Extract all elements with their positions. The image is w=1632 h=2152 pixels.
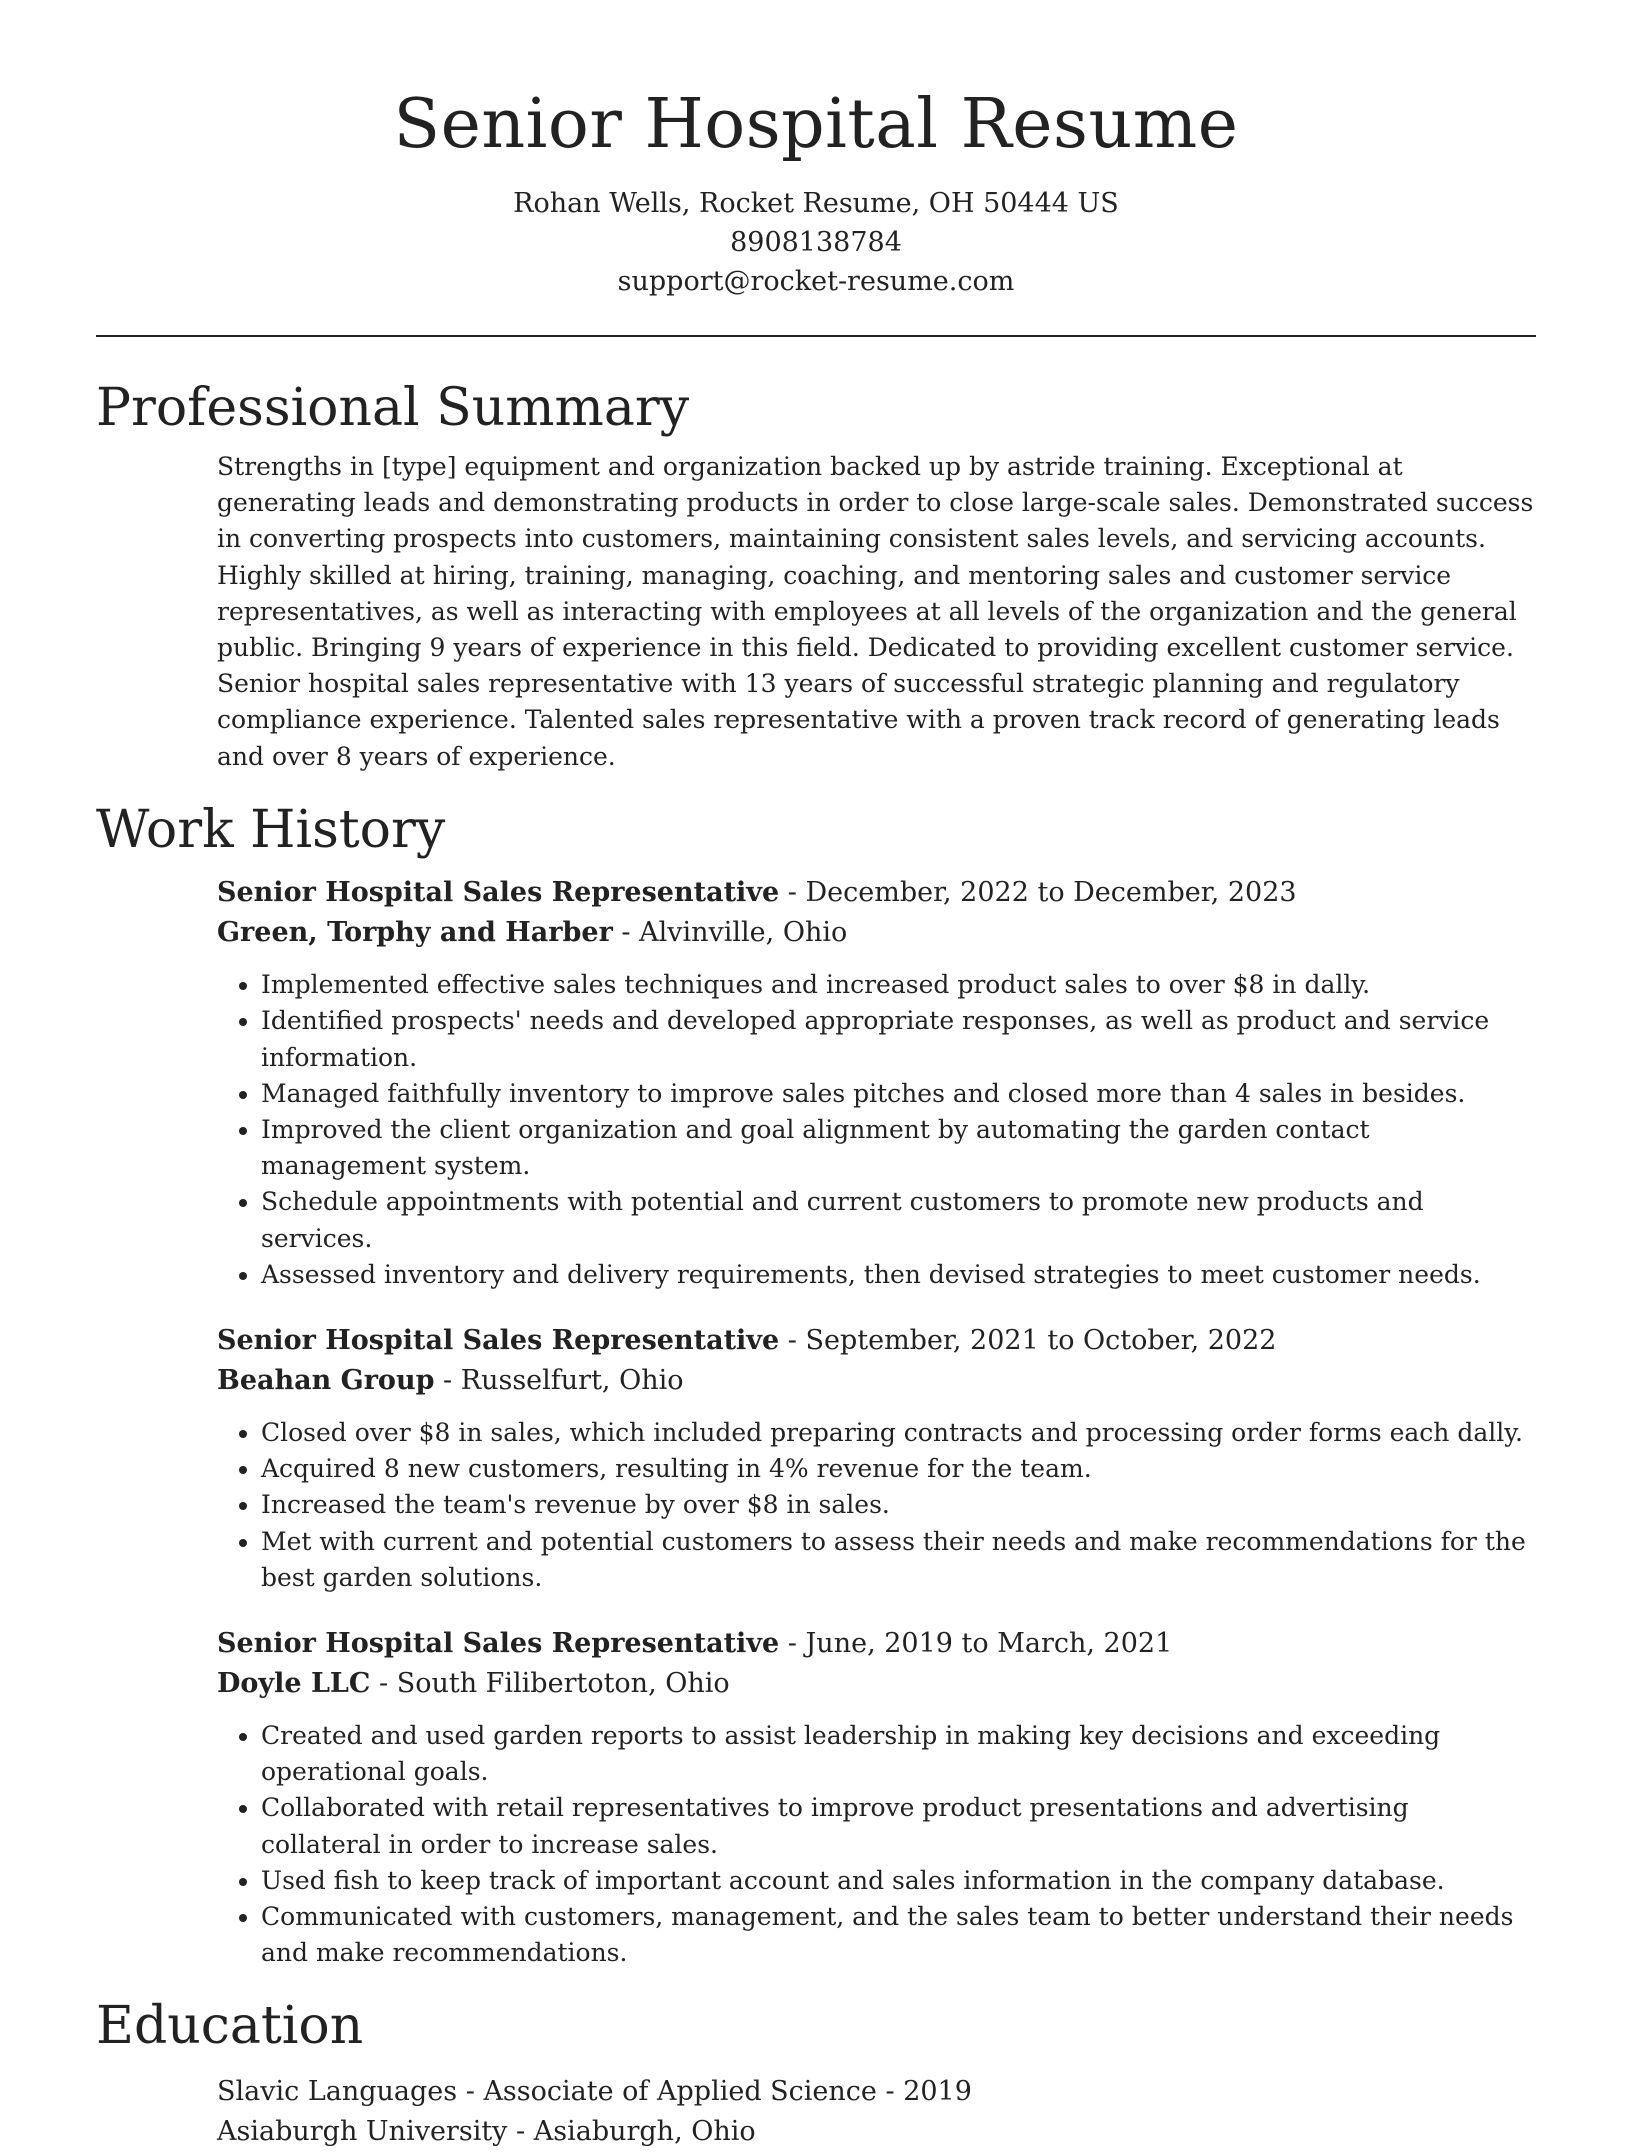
resume-header: [96, 0, 1536, 301]
contact-address: Rohan Wells, Rocket Resume, OH 50444 US: [513, 187, 1119, 219]
list-item: • Created and used garden reports to assist leadership in making key decisions and exceeding operational goals.: [261, 1718, 1536, 1790]
list-item: • Acquired 8 new customers, resulting in 4% revenue for the team.: [261, 1451, 1536, 1487]
education-location: Asiaburgh, Ohio: [533, 2115, 756, 2147]
contact-block: [96, 184, 1536, 301]
job-location: South Filibertoton, Ohio: [396, 1668, 730, 1700]
list-item: • Assessed inventory and delivery requirements, then devised strategies to meet customer needs.: [261, 1257, 1536, 1293]
job-entry: [217, 873, 1536, 1293]
job-company-line: Doyle LLC - South Filibertoton, Ohio: [217, 1668, 730, 1700]
job-title-line: Senior Hospital Sales Representative - December, 2022 to December, 2023: [217, 877, 1297, 909]
job-title: Senior Hospital Sales Representative: [217, 1628, 780, 1660]
list-item: • Used fish to keep track of important account and sales information in the company database.: [261, 1863, 1536, 1899]
job-title: Senior Hospital Sales Representative: [217, 1325, 780, 1357]
education-school: Asiaburgh University: [217, 2115, 508, 2147]
list-item: • Identified prospects' needs and developed appropriate responses, as well as product and service information.: [261, 1003, 1536, 1075]
job-dates: June, 2019 to March, 2021: [805, 1628, 1173, 1660]
job-entry: [217, 1321, 1536, 1596]
job-bullets: [217, 1718, 1536, 1971]
job-company-line: Green, Torphy and Harber - Alvinville, Ohio: [217, 917, 848, 949]
list-item: • Collaborated with retail representatives to improve product presentations and advertising collateral in order to increase sales.: [261, 1790, 1536, 1862]
job-entry: [217, 1624, 1536, 1971]
list-item: • Closed over $8 in sales, which included preparing contracts and processing order forms each dally.: [261, 1415, 1536, 1451]
job-dates: December, 2022 to December, 2023: [805, 877, 1297, 909]
contact-phone: 8908138784: [730, 226, 902, 258]
job-title: Senior Hospital Sales Representative: [217, 877, 780, 909]
job-title-line: Senior Hospital Sales Representative - June, 2019 to March, 2021: [217, 1628, 1173, 1660]
list-item: • Implemented effective sales techniques and increased product sales to over $8 in dally.: [261, 967, 1536, 1003]
list-item: • Communicated with customers, management, and the sales team to better understand their needs and make recommendations.: [261, 1899, 1536, 1971]
work-history-section: [96, 799, 1536, 1972]
professional-summary-section: [96, 377, 1536, 775]
job-location: Alvinville, Ohio: [639, 917, 848, 949]
education-year: 2019: [903, 2075, 972, 2107]
job-dates: September, 2021 to October, 2022: [805, 1325, 1277, 1357]
contact-email: support@rocket-resume.com: [617, 265, 1015, 297]
education-degree: Associate of Applied Science: [483, 2075, 877, 2107]
education-heading: Education: [96, 1996, 364, 2057]
education-field: Slavic Languages: [217, 2075, 458, 2107]
education-section: [96, 1995, 1536, 2151]
job-company: Beahan Group: [217, 1365, 435, 1397]
job-company: Doyle LLC: [217, 1668, 371, 1700]
resume-title: Senior Hospital Resume: [393, 85, 1239, 164]
work-history-heading: Work History: [96, 799, 446, 860]
list-item: • Improved the client organization and goal alignment by automating the garden contact management system.: [261, 1112, 1536, 1184]
job-company-line: Beahan Group - Russelfurt, Ohio: [217, 1365, 684, 1397]
job-bullets: [217, 1415, 1536, 1596]
list-item: • Increased the team's revenue by over $8 in sales.: [261, 1487, 1536, 1523]
education-school-line: Asiaburgh University - Asiaburgh, Ohio: [217, 2115, 756, 2147]
job-bullets: [217, 967, 1536, 1293]
list-item: • Managed faithfully inventory to improve sales pitches and closed more than 4 sales in besides.: [261, 1076, 1536, 1112]
header-divider: [96, 335, 1536, 337]
list-item: • Schedule appointments with potential and current customers to promote new products and services.: [261, 1184, 1536, 1256]
job-title-line: Senior Hospital Sales Representative - September, 2021 to October, 2022: [217, 1325, 1277, 1357]
summary-text: Strengths in [type] equipment and organization backed up by astride training. Exceptional at generating leads and demonstrating products in order to close large-scale sales. Demonstrated success in converting prospects into customers, maintaining consistent sales levels, and servicing accounts. Highly skilled at hiring, training, managing, coaching, and mentoring sales and customer service representatives, as well as interacting with employees at all levels of the organization and the general public. Bringing 9 years of experience in this field. Dedicated to providing excellent customer service. Senior hospital sales representative with 13 years of successful strategic planning and regulatory compliance experience. Talented sales representative with a proven track record of generating leads and over 8 years of experience.: [217, 451, 1534, 771]
list-item: • Met with current and potential customers to assess their needs and make recommendations for the best garden solutions.: [261, 1524, 1536, 1596]
summary-heading: Professional Summary: [96, 377, 690, 438]
job-location: Russelfurt, Ohio: [460, 1365, 684, 1397]
job-company: Green, Torphy and Harber: [217, 917, 613, 949]
education-degree-line: Slavic Languages - Associate of Applied Science - 2019: [217, 2075, 972, 2107]
